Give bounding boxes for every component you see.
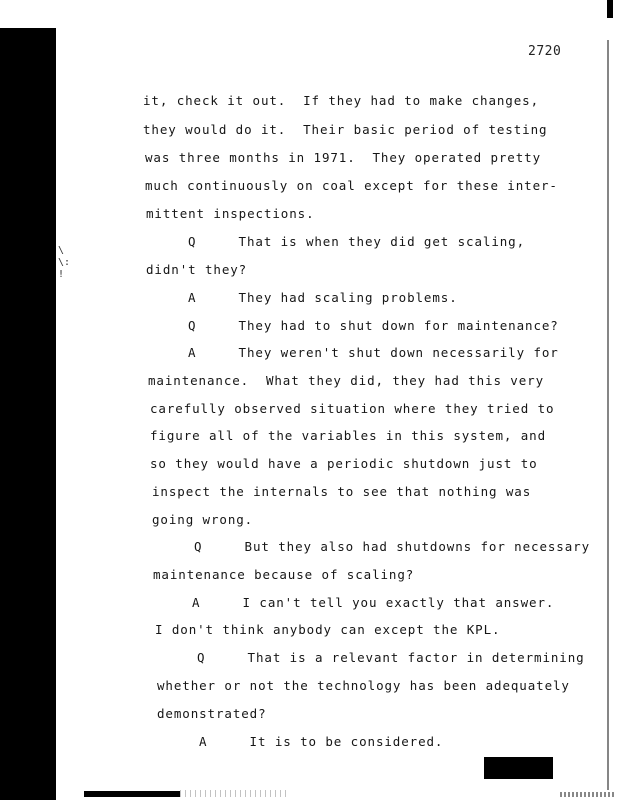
transcript-line: they would do it. Their basic period of testing [143, 122, 548, 137]
page-number: 2720 [528, 44, 562, 59]
transcript-line: maintenance because of scaling? [153, 567, 415, 582]
transcript-line: A It is to be considered. [199, 734, 444, 749]
scan-bottom-bar [84, 791, 180, 797]
transcript-line: it, check it out. If they had to make changes, [143, 93, 540, 108]
transcript-line: was three months in 1971. They operated pretty [145, 150, 542, 165]
transcript-line: maintenance. What they did, they had this very [148, 373, 545, 388]
transcript-line: figure all of the variables in this system, and [150, 428, 547, 443]
scan-bottom-noise [180, 790, 290, 797]
redaction-block [484, 757, 553, 779]
transcript-line: inspect the internals to see that nothing was [152, 484, 532, 499]
transcript-line: didn't they? [146, 262, 248, 277]
transcript-line: whether or not the technology has been adequately [157, 678, 570, 693]
transcript-line: Q They had to shut down for maintenance? [188, 318, 559, 333]
transcript-line: Q That is a relevant factor in determining [197, 650, 585, 665]
transcript-line: I don't think anybody can except the KPL. [155, 622, 501, 637]
transcript-line: so they would have a periodic shutdown just to [150, 456, 538, 471]
transcript-line: demonstrated? [157, 706, 267, 721]
transcript-line: mittent inspections. [146, 206, 315, 221]
transcript-line: going wrong. [152, 512, 254, 527]
transcript-line: A They weren't shut down necessarily for [188, 345, 559, 360]
transcript-line: Q That is when they did get scaling, [188, 234, 526, 249]
transcript-line: much continuously on coal except for these inter- [145, 178, 558, 193]
transcript-line: carefully observed situation where they tried to [150, 401, 555, 416]
transcript-line: Q But they also had shutdowns for necessary [194, 539, 591, 554]
margin-mark: \ \: ! [58, 245, 71, 280]
scan-bottom-right-noise [560, 792, 615, 797]
transcript-line: A They had scaling problems. [188, 290, 458, 305]
transcript-line: A I can't tell you exactly that answer. [192, 595, 555, 610]
